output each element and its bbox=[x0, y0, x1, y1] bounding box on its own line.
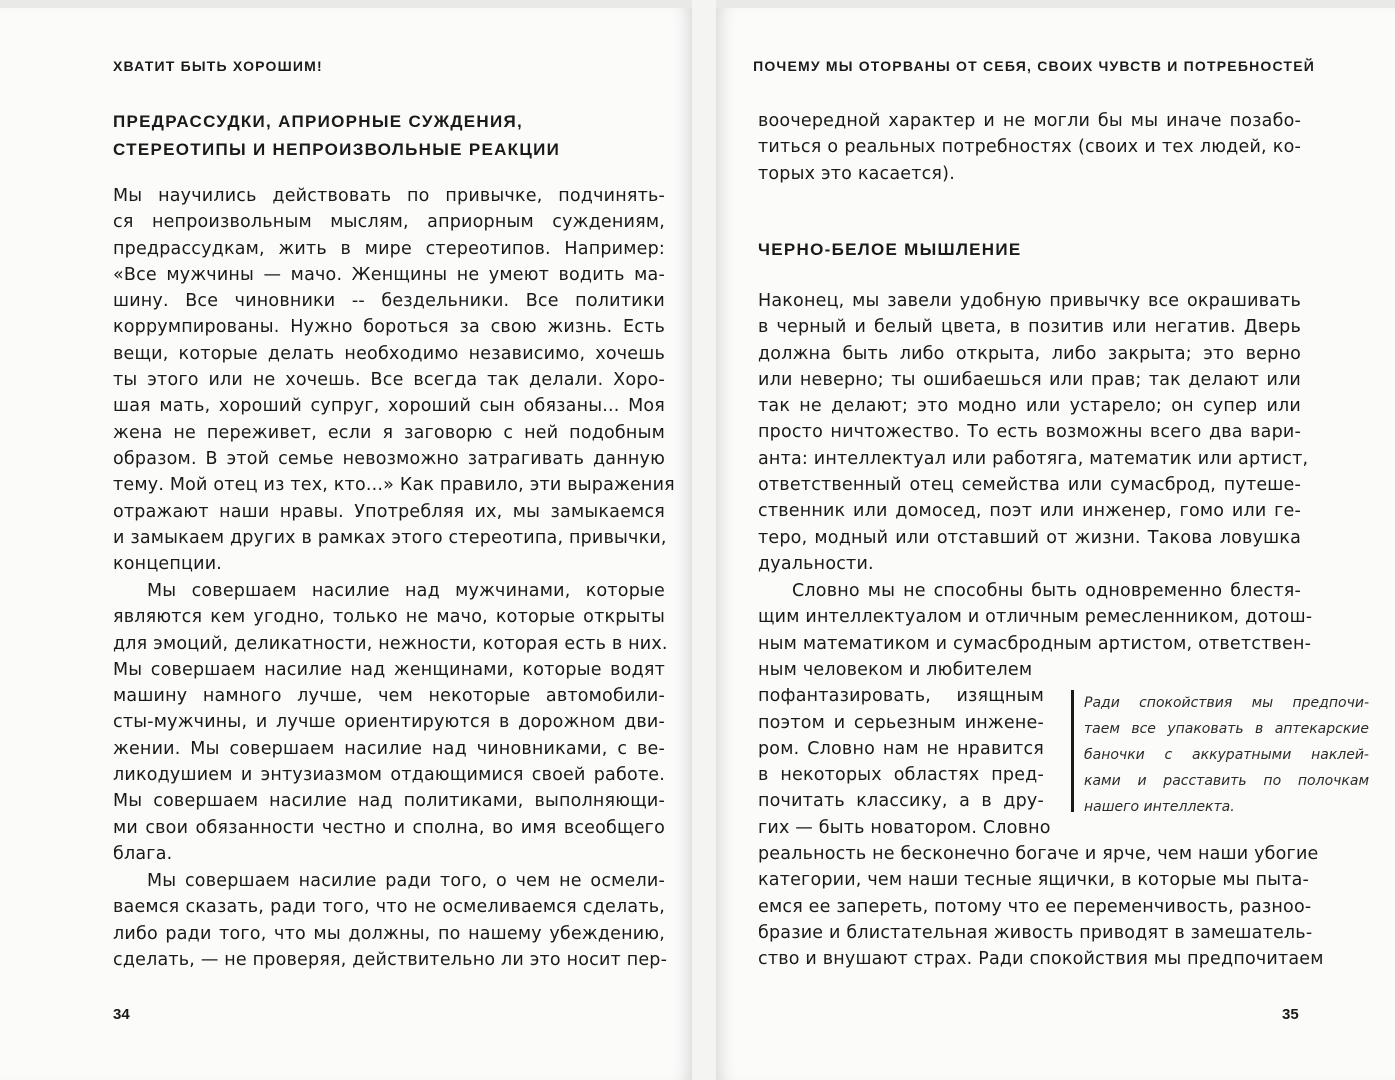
text-line: коррумпированы. Нужно бороться за свою жизнь. Есть bbox=[113, 317, 665, 338]
text-line: сты-мужчины, и лучше ориентируются в дорожном дви- bbox=[113, 712, 665, 733]
text-line: жении. Мы совершаем насилие над чиновниками, с ве- bbox=[113, 738, 665, 759]
text-line: Мы совершаем насилие над мужчинами, которые bbox=[147, 581, 665, 601]
text-line: ство и внушают страх. Ради спокойствия мы предпочитаем bbox=[758, 949, 1324, 970]
text-line: ственник или домосед, поэт или инженер, гомо или ге- bbox=[758, 501, 1301, 522]
text-line: должна быть либо открыта, либо закрыта; это верно bbox=[758, 343, 1301, 364]
left-section-title-line: ПРЕДРАССУДКИ, АПРИОРНЫЕ СУЖДЕНИЯ, bbox=[113, 112, 524, 131]
text-line: ми свои обязанности честно и сполна, во имя всеобщего bbox=[113, 817, 665, 838]
text-line: ты этого или не хочешь. Все всегда так делали. Хоро- bbox=[113, 370, 665, 391]
text-line: поэтом и серьезным инжене- bbox=[758, 712, 1044, 733]
pull-quote-line: Ради спокойствия мы предпочи- bbox=[1084, 695, 1369, 711]
text-line: Словно мы не способны быть одновременно блестя- bbox=[792, 581, 1301, 601]
text-line: ром. Словно нам не нравится bbox=[758, 738, 1044, 759]
text-line: образом. В этой семье невозможно затрагивать данную bbox=[113, 448, 665, 469]
right-section-title bbox=[758, 236, 1022, 264]
text-line: «Все мужчины — мачо. Женщины не умеют водить ма- bbox=[113, 264, 665, 285]
text-line: ся непроизвольным мыслям, априорным суждениям, bbox=[113, 212, 665, 233]
pull-quote-line: ками и расставить по полочкам bbox=[1084, 773, 1369, 789]
right-continuation bbox=[758, 108, 1301, 187]
text-line: пофантазировать, изящным bbox=[758, 686, 1044, 707]
right-paragraph-2-rest bbox=[758, 841, 1324, 972]
text-line: либо ради того, что мы должны, по нашему убеждению, bbox=[113, 923, 665, 944]
right-paragraph-1 bbox=[758, 288, 1309, 577]
text-line: щим интеллектуалом и отличным ремесленником, дотош- bbox=[758, 607, 1313, 628]
text-line: бразие и блистательная живость приводят в замешатель- bbox=[758, 922, 1313, 943]
text-line: жена не переживет, если я заговорю с ней подобным bbox=[113, 422, 665, 443]
text-line: категории, чем наши тесные ящички, в которые мы пыта- bbox=[758, 870, 1310, 891]
text-line: реальность не бесконечно богаче и ярче, чем наши убогие bbox=[758, 844, 1319, 864]
left-section-title bbox=[113, 108, 560, 164]
left-paragraph-2 bbox=[113, 578, 668, 867]
text-line: ответственный отец семейства или сумасброд, путеше- bbox=[758, 475, 1301, 496]
text-line: отражают наши нравы. Употребляя их, мы замыкаемся bbox=[113, 501, 665, 522]
text-line: шину. Все чиновники -- бездельники. Все политики bbox=[113, 291, 665, 312]
text-line: Мы совершаем насилие над женщинами, которые водят bbox=[113, 659, 665, 680]
right-section-title-line: ЧЕРНО-БЕЛОЕ МЫШЛЕНИЕ bbox=[758, 240, 1022, 259]
text-line: для эмоций, деликатности, нежности, которая есть в них. bbox=[113, 633, 668, 654]
left-running-head: ХВАТИТ БЫТЬ ХОРОШИМ! bbox=[113, 58, 323, 74]
text-line: Мы совершаем насилие ради того, о чем не осмели- bbox=[147, 871, 665, 891]
text-line: гих — быть новатором. Словно bbox=[758, 817, 1051, 838]
text-line: дуальности. bbox=[758, 553, 874, 574]
right-paragraph-2-narrow bbox=[758, 657, 1051, 841]
right-paragraph-2-full bbox=[758, 578, 1313, 657]
text-line: ваемся сказать, ради того, что не осмеливаемся сделать, bbox=[113, 897, 665, 918]
text-line: блага. bbox=[113, 843, 173, 864]
left-section-title-line: СТЕРЕОТИПЫ И НЕПРОИЗВОЛЬНЫЕ РЕАКЦИИ bbox=[113, 140, 561, 159]
text-line: в черный и белый цвета, в позитив или негатив. Дверь bbox=[758, 317, 1301, 338]
text-line: в некоторых областях пред- bbox=[758, 765, 1044, 786]
text-line: теро, модный или отставший от жизни. Такова ловушка bbox=[758, 527, 1301, 548]
text-line: или неверно; ты ошибаешься или прав; так делают или bbox=[758, 369, 1301, 390]
left-paragraph-1 bbox=[113, 183, 675, 577]
text-line: предрассудкам, жить в мире стереотипов. Например: bbox=[113, 238, 665, 259]
text-line: являются кем угодно, только не мачо, которые открыты bbox=[113, 607, 665, 628]
text-line: воочередной характер и не могли бы мы иначе позабо- bbox=[758, 111, 1301, 131]
text-line: просто ничтожество. То есть возможны всего два вари- bbox=[758, 422, 1301, 443]
text-line: машину намного лучше, чем некоторые автомобили- bbox=[113, 686, 665, 707]
right-page-number: 35 bbox=[1282, 1006, 1299, 1023]
text-line: сделать, — не проверяя, действительно ли это носит пер- bbox=[113, 949, 668, 970]
text-line: Мы совершаем насилие над политиками, выполняющи- bbox=[113, 791, 665, 812]
text-line: ным математиком и сумасбродным артистом, ответствен- bbox=[758, 633, 1312, 654]
pull-quote bbox=[1071, 690, 1369, 815]
text-line: шая мать, хороший супруг, хороший сын обязаны... Моя bbox=[113, 396, 665, 417]
text-line: почитать классику, а в дру- bbox=[758, 791, 1044, 812]
pull-quote-line: нашего интеллекта. bbox=[1084, 799, 1235, 815]
book-gutter bbox=[692, 0, 716, 1080]
left-paragraph-3 bbox=[113, 868, 668, 973]
pull-quote-line: баночки с аккуратными наклей- bbox=[1084, 747, 1369, 763]
text-line: вещи, которые делать необходимо независимо, хочешь bbox=[113, 343, 665, 364]
pull-quote-line: таем все упаковать в аптекарские bbox=[1084, 721, 1369, 737]
text-line: торых это касается). bbox=[758, 163, 955, 184]
text-line: емся ее запереть, потому что ее переменчивость, разноо- bbox=[758, 896, 1312, 917]
right-running-head: ПОЧЕМУ МЫ ОТОРВАНЫ ОТ СЕБЯ, СВОИХ ЧУВСТВ И ПОТРЕБНОСТЕЙ bbox=[753, 58, 1315, 74]
text-line: ным человеком и любителем bbox=[758, 660, 1033, 680]
text-line: и замыкаем других в рамках этого стереотипа, привычки, bbox=[113, 527, 667, 548]
text-line: тему. Мой отец из тех, кто...» Как правило, эти выражения bbox=[113, 475, 675, 496]
text-line: концепции. bbox=[113, 554, 223, 575]
text-line: Наконец, мы завели удобную привычку все окрашивать bbox=[758, 291, 1301, 311]
text-line: Мы научились действовать по привычке, подчинять- bbox=[113, 186, 665, 206]
left-page-number: 34 bbox=[113, 1006, 130, 1023]
text-line: анта: интеллектуал или работяга, математик или артист, bbox=[758, 448, 1309, 469]
text-line: титься о реальных потребностях (своих и тех людей, ко- bbox=[758, 137, 1301, 158]
text-line: ликодушием и энтузиазмом отдающимися своей работе. bbox=[113, 765, 665, 786]
text-line: так не делают; это модно или устарело; он супер или bbox=[758, 396, 1301, 417]
